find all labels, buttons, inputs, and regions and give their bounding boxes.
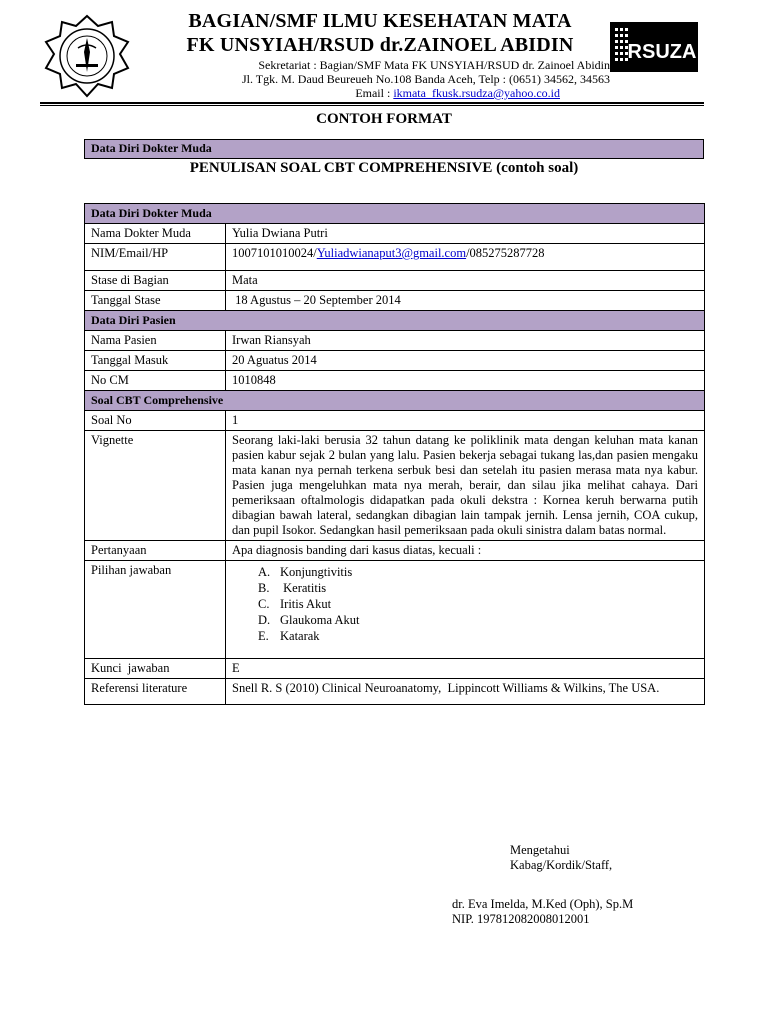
nim-label: NIM/Email/HP: [85, 244, 226, 271]
vignette-text: Seorang laki-laki berusia 32 tahun datang ke poliklinik mata dengan keluhan mata kanan pasien kabur sejak 2 bulan yang lalu. Pasien bekerja sebagai tukang las,dan pasien mengaku mata kanan nya pernah terkena serbuk besi dan setelah itu pasien merasa mata nya kabur. Pasien juga mengeluhkan mata nya merah, berair, dan silau jika melihat cahaya. Dari pemeriksaan oftalmologis didapatkan pada okuli dekstra : Kornea keruh berwarna putih dibagian bawah lateral, sedangkan dibagian lain tampak jernih. Lensa jernih, COA cukup, dan pupil Isokor. Sedangkan hasil pemeriksaan pada okuli sinistra dalam batas normal.: [226, 431, 705, 541]
signature-nip: NIP. 197812082008012001: [452, 912, 590, 926]
header-address: Jl. Tgk. M. Daud Beureueh No.108 Banda Aceh, Telp : (0651) 34562, 34563: [242, 72, 610, 86]
signature-role: Kabag/Kordik/Staff,: [510, 858, 613, 872]
answer-option-c: C. Iritis Akut: [258, 597, 332, 611]
tgl-masuk-label: Tanggal Masuk: [85, 351, 226, 371]
table-row: [85, 244, 705, 271]
section-pasien-row: [85, 311, 705, 331]
section-dokter-row: [85, 204, 705, 224]
header-divider: [40, 102, 704, 104]
answer-options-list: [254, 564, 698, 644]
referensi-text: Snell R. S (2010) Clinical Neuroanatomy, Lippincott Williams & Wilkins, The USA.: [226, 679, 705, 705]
signature-name: dr. Eva Imelda, M.Ked (Oph), Sp.M: [452, 897, 634, 911]
kunci-value: E: [226, 659, 705, 679]
nim-value: [226, 244, 705, 271]
stase-value: Mata: [226, 271, 705, 291]
table-row: [85, 351, 705, 371]
table-row: [85, 541, 705, 561]
answer-option-e: E. Katarak: [258, 629, 320, 643]
vignette-label: Vignette: [85, 431, 226, 541]
pertanyaan-label: Pertanyaan: [85, 541, 226, 561]
header-email-line: [140, 86, 560, 101]
kunci-label: Kunci jawaban: [85, 659, 226, 679]
document-subtitle: PENULISAN SOAL CBT COMPREHENSIVE (contoh soal): [189, 160, 579, 176]
email-link[interactable]: ikmata_fkusk.rsudza@yahoo.co.id: [393, 86, 560, 100]
email-label: Email :: [355, 86, 394, 100]
tgl-stase-value: 18 Agustus – 20 September 2014: [226, 291, 705, 311]
referensi-label: Referensi literature: [85, 679, 226, 705]
nama-pasien-label: Nama Pasien: [85, 331, 226, 351]
header-title-line2: FK UNSYIAH/RSUD dr.ZAINOEL ABIDIN: [186, 34, 574, 56]
section-soal-row: [85, 391, 705, 411]
answer-option-b: B. Keratitis: [258, 581, 327, 595]
nama-dokter-label: Nama Dokter Muda: [85, 224, 226, 244]
table-row: [85, 224, 705, 244]
signature-mengetahui: Mengetahui: [510, 843, 570, 857]
header-title-line1: BAGIAN/SMF ILMU KESEHATAN MATA: [188, 10, 572, 32]
nocm-label: No CM: [85, 371, 226, 391]
table-row: [85, 561, 705, 659]
lone-section-bar: Data Diri Dokter Muda: [84, 139, 704, 159]
nocm-value: 1010848: [226, 371, 705, 391]
pilihan-cell: [226, 561, 705, 659]
soal-no-value: 1: [226, 411, 705, 431]
table-row: [85, 331, 705, 351]
section-dokter: Data Diri Dokter Muda: [85, 204, 705, 224]
answer-option-a: A. Konjungtivitis: [258, 565, 353, 579]
tgl-masuk-value: 20 Aguatus 2014: [226, 351, 705, 371]
section-pasien: Data Diri Pasien: [85, 311, 705, 331]
nim-hp: /085275287728: [466, 246, 545, 260]
table-row: [85, 291, 705, 311]
tgl-stase-label: Tanggal Stase: [85, 291, 226, 311]
nim-email-link[interactable]: Yuliadwianaput3@gmail.com: [316, 246, 467, 260]
pilihan-label: Pilihan jawaban: [85, 561, 226, 659]
soal-no-label: Soal No: [85, 411, 226, 431]
pertanyaan-text: Apa diagnosis banding dari kasus diatas, kecuali :: [226, 541, 705, 561]
section-soal: Soal CBT Comprehensive: [85, 391, 705, 411]
table-row: [85, 271, 705, 291]
table-row: [85, 371, 705, 391]
university-seal-logo: [40, 12, 135, 100]
cbt-form-table: [84, 203, 705, 705]
nama-pasien-value: Irwan Riansyah: [226, 331, 705, 351]
table-row: [85, 411, 705, 431]
stase-label: Stase di Bagian: [85, 271, 226, 291]
table-row: [85, 659, 705, 679]
nim-number: 1007101010024/: [232, 246, 317, 260]
answer-option-d: D. Glaukoma Akut: [258, 613, 360, 627]
rsuza-logo-text: RSUZA: [627, 41, 697, 63]
table-row: [85, 431, 705, 541]
table-row: [85, 679, 705, 705]
contoh-format-title: CONTOH FORMAT: [316, 111, 452, 127]
header-secretariat: Sekretariat : Bagian/SMF Mata FK UNSYIAH/RSUD dr. Zainoel Abidin: [258, 58, 610, 72]
nama-dokter-value: Yulia Dwiana Putri: [226, 224, 705, 244]
header-divider-thin: [40, 105, 704, 106]
